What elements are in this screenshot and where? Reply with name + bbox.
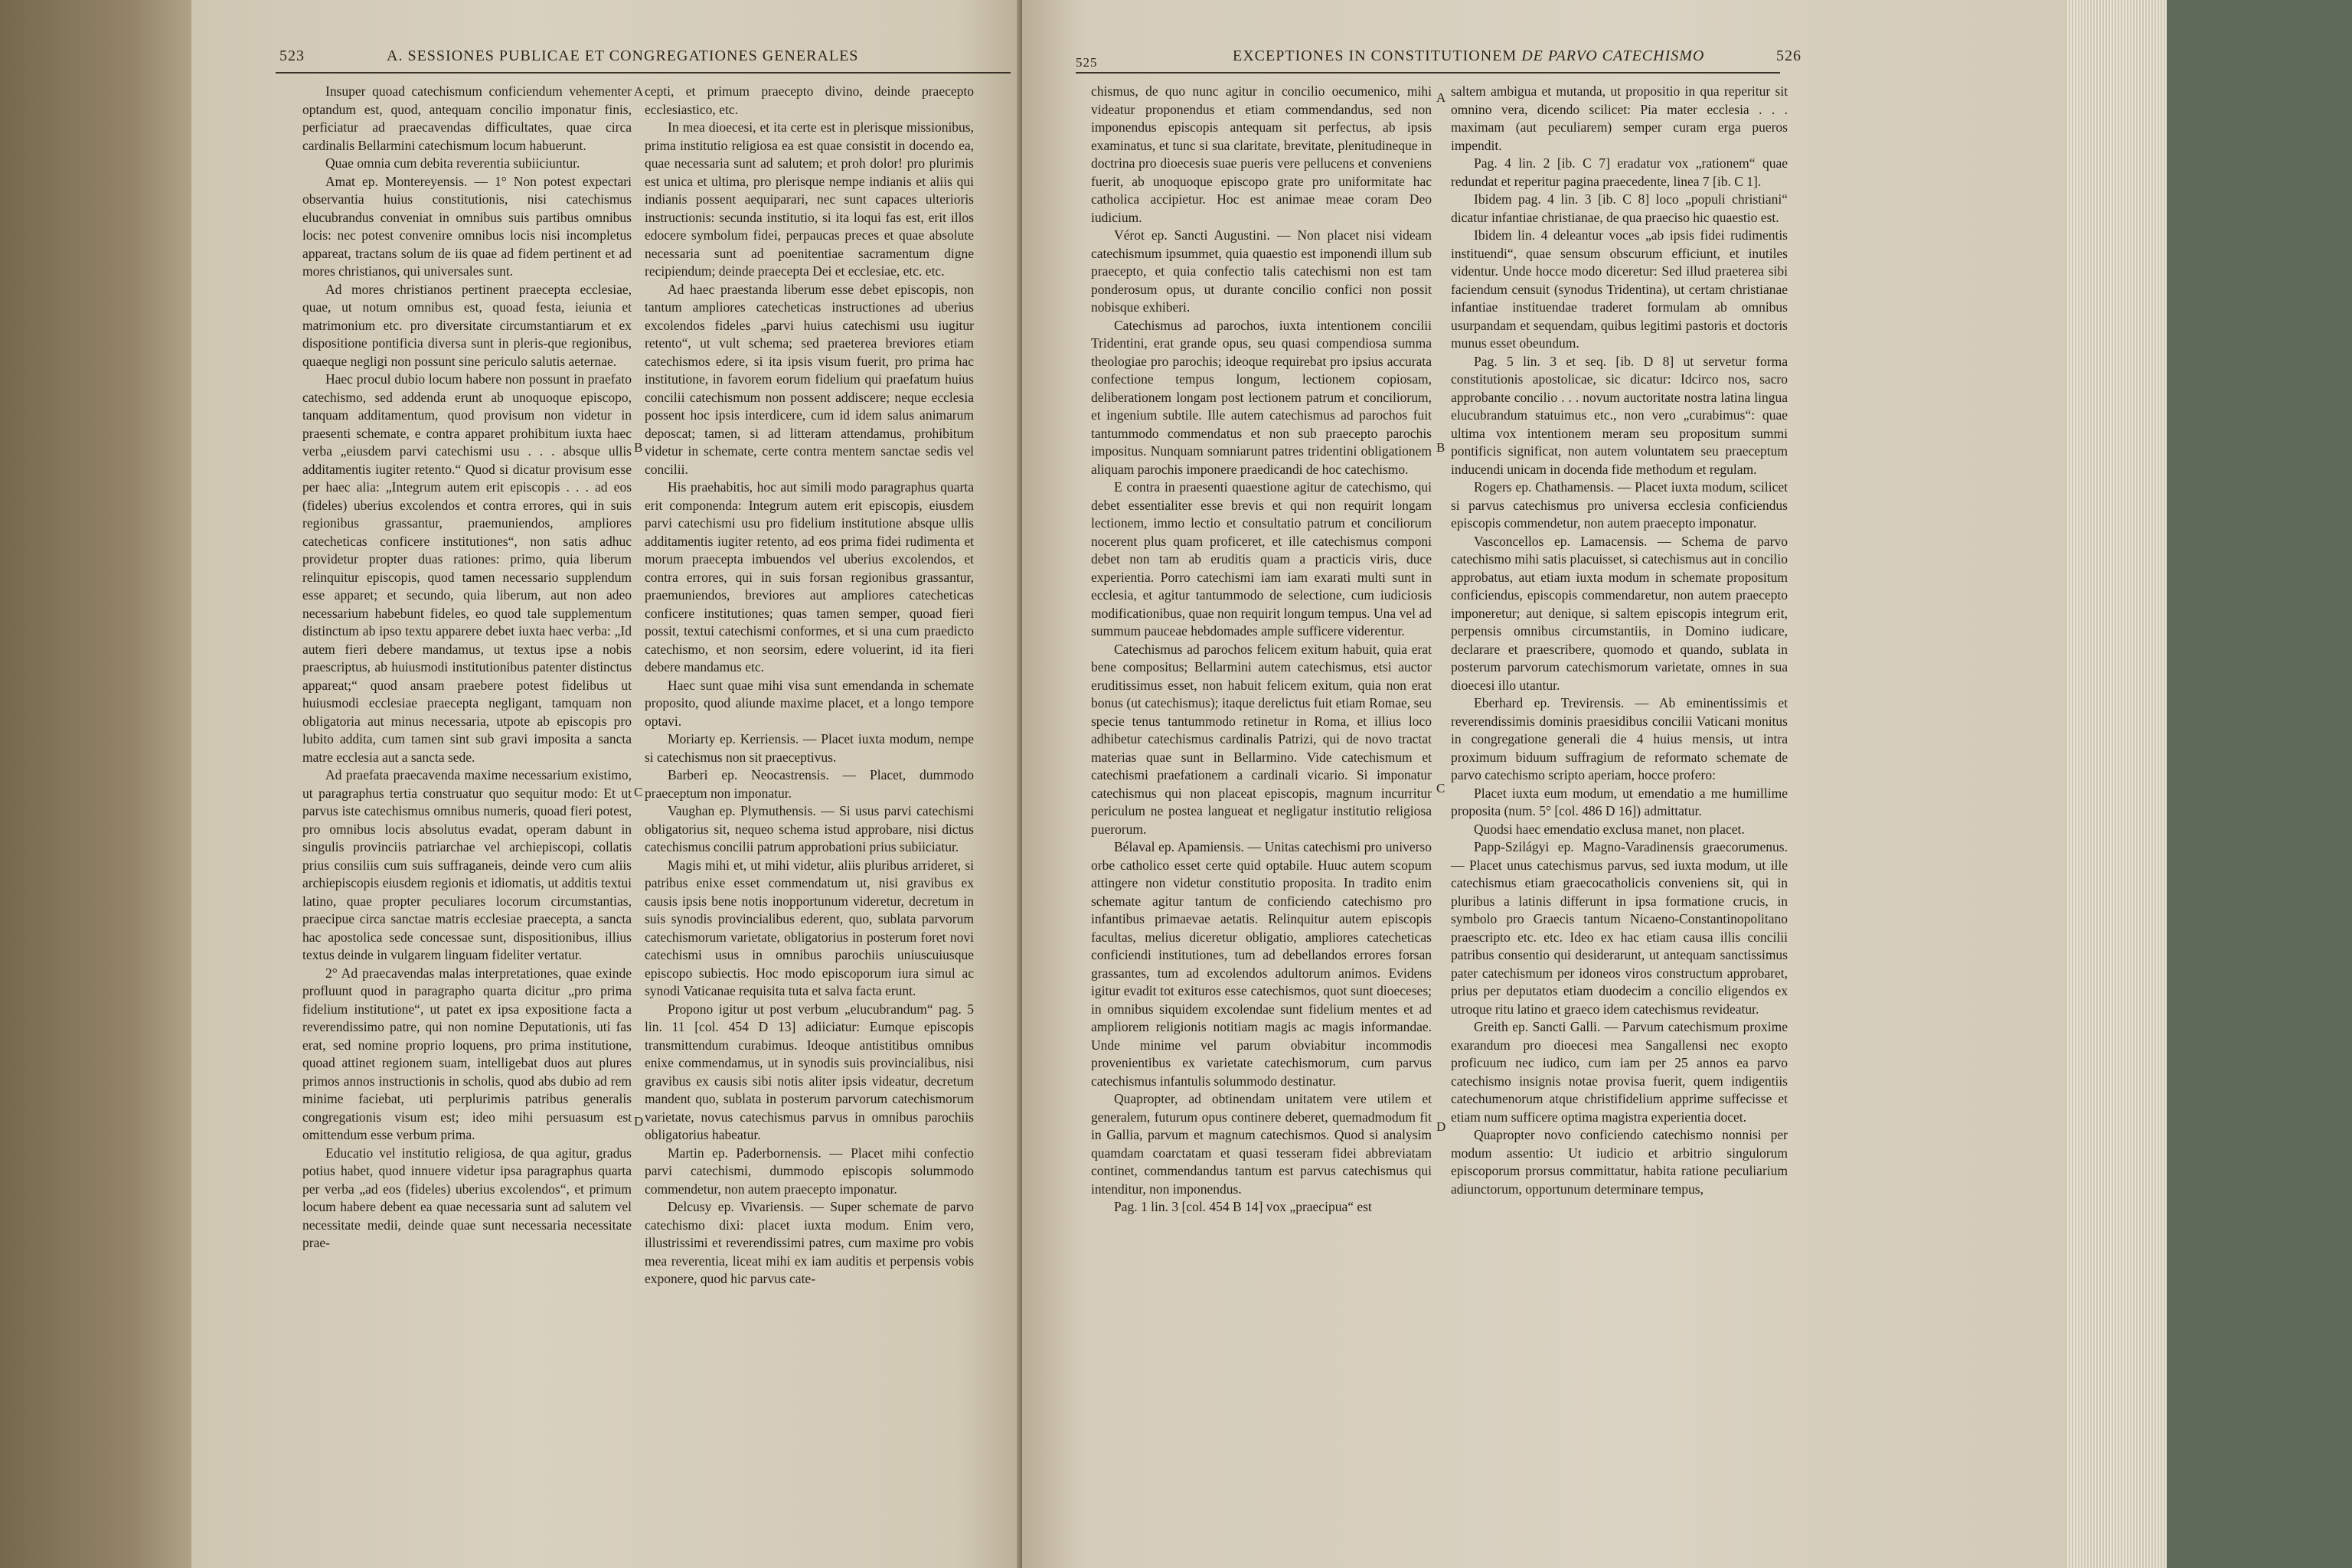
paragraph: Placet iuxta eum modum, ut emendatio a me humillime proposita (num. 5° [col. 486 D 16]) admittatur.	[1451, 785, 1788, 818]
paragraph: In mea dioecesi, et ita certe est in plerisque missionibus, prima institutio religiosa ea est quae consistit in docendo ea, quae necessaria sunt ad salutem; et proh dolor! pro plurimis est unica et ultima, pro plerisque nempe indianis et aliis qui indianis possent aequiparari, nec sunt capaces ulterioris instructionis: secunda institutio, si ita loqui fas est, erit illos edocere symbolum fidei, perpaucas preces et quae absolute necessaria sunt ad poenitentiae sacramentum digne recipiendum; deinde praecepta Dei et ecclesiae, etc. etc.	[645, 119, 974, 279]
paragraph: Greith ep. Sancti Galli. — Parvum catechismum proxime exarandum pro dioecesi mea Sangallensi nec exopto proficuum nec iudico, cum iam per 25 annos ea parvo catechismo insignis notae provisa fuerit, quem indigentiis catechumenorum atque christifidelium apprime suffecisse et etiam num sufficere optima magistra experientia docet.	[1451, 1019, 1788, 1125]
paragraph: Delcusy ep. Vivariensis. — Super schemate de parvo catechismo dixi: placet iuxta modum. Enim vero, illustrissimi et reverendissimi patres, cum maxime pro vobis mea reverentia, liceat mihi ex iam auditis et perpensis vobis exponere, quod hic parvus cate-	[645, 1199, 974, 1286]
paragraph: Haec procul dubio locum habere non possunt in praefato catechismo, sed addenda erunt ab unoquoque episcopo, tanquam additamentum, quod provisum non videtur in praesenti schemate, e contra apparet prohibitum iuxta haec verba „eiusdem parvi catechismi usu . . . absque ullis additamentis iugiter retento.“ Quod si dicatur provisum esse per haec alia: „Integrum autem erit episcopis . . . ad eos (fideles) uberius excolendos et contra errores, qui in suis regionibus grassantur, praemuniendos, ampliores catecheticas conficere institutiones“, non satis adhuc providetur propter duas rationes: primo, quia liberum relinquitur episcopis, quod tamen necessario supplendum esse apparet; et secundo, quia liberum, aut non adeo necessarium habebunt fideles, eo quod tale supplementum distinctum ab ipso textu apparere debet iuxta haec verba: „Id autem fieri debere mandamus, ut textus ipse a nobis praescriptus, ab huiusmodi institutionibus patenter distinctus appareat;“ quod ansam praebere potest fidelibus ut huiusmodi ecclesiae praecepta negligant, tamquam non obligatoria aut minus necessaria, utpote ab episcopis pro lubito addita, cum tamen sint sub gravi imposita a sancta matre ecclesia aut a sancta sede.	[302, 371, 632, 765]
margin-letter-d-right: D	[1436, 1119, 1446, 1134]
right-page-column-1	[1091, 83, 1432, 1217]
page-stack-edge-right	[2067, 0, 2167, 1568]
margin-letter-d: D	[634, 1114, 644, 1129]
paragraph: saltem ambigua et mutanda, ut propositio in qua reperitur sit omnino vera, dicendo scilicet: Pia mater ecclesia . . . maximam (aut peculiarem) semper curam erga pueros impendit.	[1451, 83, 1788, 153]
paragraph: Quapropter, ad obtinendam unitatem vere utilem et generalem, futurum opus continere deberet, quemadmodum fit in Gallia, parvum et magnum catechismos. Quod si analysim quamdam coarctatam et quasi tesseram fidei abbreviatam continet, commendandus tantum est parvus catechismus qui intenditur, non imponendus.	[1091, 1091, 1432, 1197]
left-page-column-1	[302, 83, 632, 1253]
paragraph: Magis mihi et, ut mihi videtur, aliis pluribus arrideret, si patribus enixe esset commendatum ut, nisi gravibus ex causis ipsis bene notis inopportunum videretur, decretum in suis synodis provincialibus ederent, quo, sublata parvorum catechismorum varietate, obligatorius in posterum foret novi catechismi usus in omnibus parochiis uniuscuiusque episcopo subiectis. Hoc modo episcoporum iura simul ac synodi Vaticanae requisita tuta et salva facta erunt.	[645, 857, 974, 998]
paragraph: Ad mores christianos pertinent praecepta ecclesiae, quae, ut notum omnibus est, quoad festa, ieiunia et matrimonium etc. pro diversitate circumstantiarum et ex dispositione pontificia diversa sunt in pleris-que regionibus, quaeque negligi non possunt sine periculo salutis aeternae.	[302, 281, 632, 369]
running-title-right	[1233, 47, 1704, 65]
margin-letter-b: B	[634, 440, 643, 455]
paragraph: Insuper quoad catechismum conficiendum vehementer optandum est, quod, antequam concilio imponatur finis, perficiatur ad praecavendas difficultates, quae circa cardinalis Bellarmini catechismum locum habuerunt.	[302, 83, 632, 153]
paragraph: Ibidem pag. 4 lin. 3 [ib. C 8] loco „populi christiani“ dicatur infantiae christianae, de qua praeciso hic quaestio est.	[1451, 191, 1788, 225]
paragraph: Pag. 4 lin. 2 [ib. C 7] eradatur vox „rationem“ quae redundat et reperitur pagina praecedente, linea 7 [ib. C 1].	[1451, 155, 1788, 189]
right-page-column-2	[1451, 83, 1788, 1198]
running-title-roman: EXCEPTIONES IN CONSTITUTIONEM	[1233, 47, 1517, 64]
paragraph: Haec sunt quae mihi visa sunt emendanda in schemate proposito, quod aliunde maxime placet, et a longo tempore optavi.	[645, 677, 974, 729]
margin-letter-a-right: A	[1436, 90, 1446, 105]
paragraph: Bélaval ep. Apamiensis. — Unitas catechismi pro universo orbe catholico esset certe quid optabile. Huuc autem scopum attingere non videtur constitutio proposita. In tradito enim schemate agitur tantum de conficiendo catechismo pro infantibus primaevae aetatis. Relinquitur autem episcopis facultas, melius diceretur obligatio, ampliores catecheticas conficiendi institutiones, tum ad debellandos errores forsan grassantes, tum ad excolendos adultorum animos. Evidens igitur evadit tot exituros esse catechismos, quot sunt dioeceses; in omnibus siquidem excolendae sunt fidelium mentes et ad ampliorem religionis notitiam magis ac magis informandae. Unde minime vel parum obviabitur incommodis provenientibus ex varietate catechismorum, cum parvus catechismus infantulis solummodo destinatur.	[1091, 839, 1432, 1089]
paragraph: Educatio vel institutio religiosa, de qua agitur, gradus potius habet, quod innuere videtur ipsa paragraphus quarta per verba „ad eos (fideles) uberius excolendos“, et primum locum habere debent ea quae necessaria sunt ad salutem vel necessitate medii, deinde quae sunt necessaria necessitate prae-	[302, 1145, 632, 1250]
paragraph: Vaughan ep. Plymuthensis. — Si usus parvi catechismi obligatorius sit, nequeo schema istud approbare, nisi dictus catechismus concilii patrum approbationi prius subiiciatur.	[645, 803, 974, 854]
paragraph: Catechismus ad parochos felicem exitum habuit, quia erat bene compositus; Bellarmini autem catechismus, etsi auctor eruditissimus esset, non habuit felicem exitum, quia non erat bonus (ut catechismus); itaque derelictus fuit etiam Romae, seu specie tenus tantummodo retinetur in Roma, et illius loco adhibetur catechismus cardinalis Patrizi, qui de novo tractat materias quae sunt in Bellarmino. Vide catechismum et catechismi praefationem a cardinali vicario. Si imponatur catechismus qui non placeat episcopis, magnum incurritur periculum ne postea langueat et negligatur institutio religiosa puerorum.	[1091, 641, 1432, 837]
paragraph: Propono igitur ut post verbum „elucubrandum“ pag. 5 lin. 11 [col. 454 D 13] adiiciatur: Eumque episcopis transmittendum curabimus. Ideoque antistitibus omnibus enixe commendamus, ut in synodis suis provincialibus, nisi gravibus ex causis sibi notis aliter ipsis videatur, decretum mandent quo, sublata in posterum parvorum catechismorum varietate, novus catechismus parvus in omnibus parochiis obligatorius habeatur.	[645, 1001, 974, 1142]
paragraph: Barberi ep. Neocastrensis. — Placet, dummodo praeceptum non imponatur.	[645, 767, 974, 801]
paragraph: Quae omnia cum debita reverentia subiiciuntur.	[325, 155, 580, 171]
book-cover-edge-left	[0, 0, 191, 1568]
paragraph: E contra in praesenti quaestione agitur de catechismo, qui debet essentialiter esse brevis et qui non requirit longam lectionem, immo lectio et consultatio patrum et conciliorum nocerent plus quam proficeret, et ille catechismus componi debet non tam ab eruditis quam a practicis viris, duce experientia. Porro catechismi iam iam exarati multi sunt in ecclesia, et agitur tantummodo de selectione, cum iudiciosis modificationibus, quae non requirit longum tempus. Una vel ad summum pauceae hebdomades ample sufficere viderentur.	[1091, 479, 1432, 639]
paragraph: Catechismus ad parochos, iuxta intentionem concilii Tridentini, erat grande opus, seu quasi compendiosa summa theologiae pro parochis; ideoque requirebat pro ipsius accurata confectione tempus longum, lectionem copiosam, deliberationem longam post lectionem patrum et conciliorum, et ingenium subtile. Ille autem catechismus ad parochos fuit tantummodo commendatus et non sub praecepto parochis impositus. Nunquam somniarunt patres tridentini obligationem aliquam parochis imponere praedicandi de hoc catechismo.	[1091, 317, 1432, 477]
margin-letter-c-right: C	[1436, 781, 1446, 795]
page-number-525: 525	[1076, 55, 1098, 70]
margin-letter-a: A	[634, 84, 644, 99]
paragraph: Ad praefata praecavenda maxime necessarium existimo, ut paragraphus tertia construatur quo sequitur modo: Et ut parvus iste catechismus omnibus numeris, quoad fieri potest, pro omnibus locis absolutus evadat, operam dabunt in singulis provinciis patriarchae vel archiepiscopi, collatis prius consiliis cum suis suffraganeis, deinde vero cum aliis archiepiscopis eiusdem regionis et idiomatis, ut additis textui latino, quae propter peculiares locorum circumstantias, praecipue circa sanctae matris ecclesiae praecepta, a sancta hac apostolica sede concessae sunt, dispositionibus, illius textus deinde in vulgarem linguam fideliter vertatur.	[302, 767, 632, 962]
page-number-523: 523	[279, 47, 305, 64]
paragraph: Vasconcellos ep. Lamacensis. — Schema de parvo catechismo mihi satis placuisset, si catechismus aut in concilio approbatus, aut etiam iuxta modum in schemate propositum conficiendus, episcopis commendaretur, non autem praecepto imponeretur; aut denique, si saltem episcopis integrum erit, perpensis omnibus circumstantiis, in Domino iudicare, declarare et praescribere, quomodo et quando, sublata in posterum parvorum catechismorum varietate, omnes in sua dioecesi illo utantur.	[1451, 533, 1788, 693]
running-title-left: A. SESSIONES PUBLICAE ET CONGREGATIONES GENERALES	[387, 47, 859, 64]
paragraph: His praehabitis, hoc aut simili modo paragraphus quarta erit componenda: Integrum autem erit episcopis, eiusdem parvi catechismi usu pro fidelium institutione absque ullis additamentis iugiter retento, ad eos prima fidei rudimenta et morum praecepta imbuendos vel uberius excolendos, et contra errores, qui in suis forsan regionibus grassantur, praemuniendos, breviores aut ampliores catecheticas conficere institutiones; quas tamen semper, quoad fieri possit, textui catechismi conformes, et si una cum praedicto catechismo, et non seorsim, edere voluerint, id ita fieri debere mandamus etc.	[645, 479, 974, 675]
right-page	[1022, 0, 2067, 1568]
margin-letter-c: C	[634, 785, 643, 799]
backdrop	[2167, 0, 2352, 1568]
paragraph: Ad haec praestanda liberum esse debet episcopis, non tantum ampliores catecheticas instructiones ad uberius excolendos fideles „parvi huius catechismi usu iugitur retento“, ut vult schema; sed praeterea breviores etiam catechismos edere, si ita ipsis visum fuerit, pro prima hac institutione, in favorem eorum fidelium qui praefatum huius concilii catechismum non possent addiscere; neque ecclesia possent hoc ipsis interdicere, cum id idem salus animarum deposcat; tamen, si ad litteram attendamus, prohibitum videtur in schemate, certe contra mentem sanctae sedis vel concilii.	[645, 281, 974, 477]
paragraph: Vérot ep. Sancti Augustini. — Non placet nisi videam catechismum ipsummet, quia quaestio est imponendi illum sub praecepto, et quia confectio talis catechismi non est tam ponderosum opus, ut durante concilio confici non possit nobisque exhiberi.	[1091, 227, 1432, 315]
paragraph: cepti, et primum praecepto divino, deinde praecepto ecclesiastico, etc.	[645, 83, 974, 117]
paragraph: Martin ep. Paderbornensis. — Placet mihi confectio parvi catechismi, dummodo episcopis solummodo commendetur, non autem praecepto imponatur.	[645, 1145, 974, 1197]
running-title-italic: DE PARVO CATECHISMO	[1521, 47, 1705, 64]
page-number-526: 526	[1776, 47, 1802, 64]
paragraph: Pag. 5 lin. 3 et seq. [ib. D 8] ut servetur forma constitutionis apostolicae, sic dicatur: Idcirco nos, sacro approbante concilio . . . novum auctoritate nostra latina lingua elucubrandum statuimus etc., non vero „curabimus“: quae ultima vox intentionem meram seu propositum summi pontificis significat, non autem voluntatem seu praeceptum inducendi unicam in docenda fide methodum et regulam.	[1451, 353, 1788, 477]
paragraph: Amat ep. Montereyensis. — 1° Non potest expectari observantia huius constitutionis, nisi catechismus elucubrandus conveniat in omnibus suis partibus omnibus locis: nec potest convenire omnibus locis nisi incompletus appareat, tractans solum de iis quae ad fidem pertinent et ad mores christianos, qui universales sunt.	[302, 173, 632, 279]
left-page-column-2	[645, 83, 974, 1289]
header-rule-left	[276, 72, 1011, 74]
paragraph: chismus, de quo nunc agitur in concilio oecumenico, mihi videatur proponendus et etiam commendandus, sed non imponendus episcopis antequam sit perfectus, ab ipsis examinatus, et tunc si sua claritate, brevitate, plenitudineque in doctrina pro dioecesis suae pueris vere pellucens et conveniens fuerit, ab unoquoque episcopo grate pro uniformitate hac catholica accipietur. Hoc est animae meae coram Deo iudicium.	[1091, 83, 1432, 225]
paragraph: Eberhard ep. Trevirensis. — Ab eminentissimis et reverendissimis dominis praesidibus concilii Vaticani monitus in congregatione generali die 4 huius mensis, ut intra proximum biduum suffragium de reformato schemate de parvo catechismo scripto aperiam, hocce profero:	[1451, 695, 1788, 782]
paragraph: Quapropter novo conficiendo catechismo nonnisi per modum assentio: Ut iudicio et arbitrio singulorum episcoporum prorsus committatur, habita ratione peculiarium adiunctorum, opportunum determinare tempus,	[1451, 1127, 1788, 1197]
header-rule-right	[1076, 72, 1780, 74]
paragraph: Quodsi haec emendatio exclusa manet, non placet.	[1474, 821, 1745, 837]
paragraph: Rogers ep. Chathamensis. — Placet iuxta modum, scilicet si parvus catechismus pro universa ecclesia conficiendus episcopis commendetur, non autem praecepto imponatur.	[1451, 479, 1788, 531]
left-page	[191, 0, 1022, 1568]
paragraph: Papp-Szilágyi ep. Magno-Varadinensis graecorumenus. — Placet unus catechismus parvus, sed iuxta modum, ut ille catechismus etiam graecocatholicis conveniens sit, qui in pluribus a latinis differunt in ipsa formatione crucis, in symbolo pro Graecis tantum Nicaeno-Constantinopolitano praescripto etc. etc. Ideo ex hac etiam causa illis concilii patribus consentio qui desiderarunt, ut antequam sanctissimus pater catechismum per idoneos viros constructum approbaret, prius per deputatos etiam duodecim a concilio eligendos ex utroque ritu latino et graeco idem catechismus revideatur.	[1451, 839, 1788, 1017]
paragraph: Ibidem lin. 4 deleantur voces „ab ipsis fidei rudimentis instituendi“, quae sensum obscurum efficiunt, et inutiles videntur. Unde hocce modo diceretur: Sed illud praeterea sibi faciendum censuit (synodus Tridentina), ut certam christianae infantiae instituendae traderet formulam ab omnibus usurpandam et sequendam, quibus legitimi pastoris et doctoris munus esset obeundum.	[1451, 227, 1788, 351]
margin-letter-b-right: B	[1436, 440, 1446, 455]
paragraph: Moriarty ep. Kerriensis. — Placet iuxta modum, nempe si catechismus non sit praeceptivus.	[645, 731, 974, 765]
paragraph: 2° Ad praecavendas malas interpretationes, quae exinde profluunt quod in paragrapho quarta dicitur „pro prima fidelium institutione“, ut patet ex ipsa expositione facta a reverendissimo patre, qui non nomine Deputationis, uti fas erat, sed nomine proprio loquens, pro prima institutione, quoad attinet regionem suam, intelligebat duos aut plures primos annos instructionis in scholis, quod abs dubio ad rem minime faciebat, uti perplurimis patribus generalis congregationis visum est; ideo mihi persuasum est omittendum esse verbum prima.	[302, 965, 632, 1142]
paragraph: Pag. 1 lin. 3 [col. 454 B 14] vox „praecipua“ est	[1114, 1199, 1372, 1214]
